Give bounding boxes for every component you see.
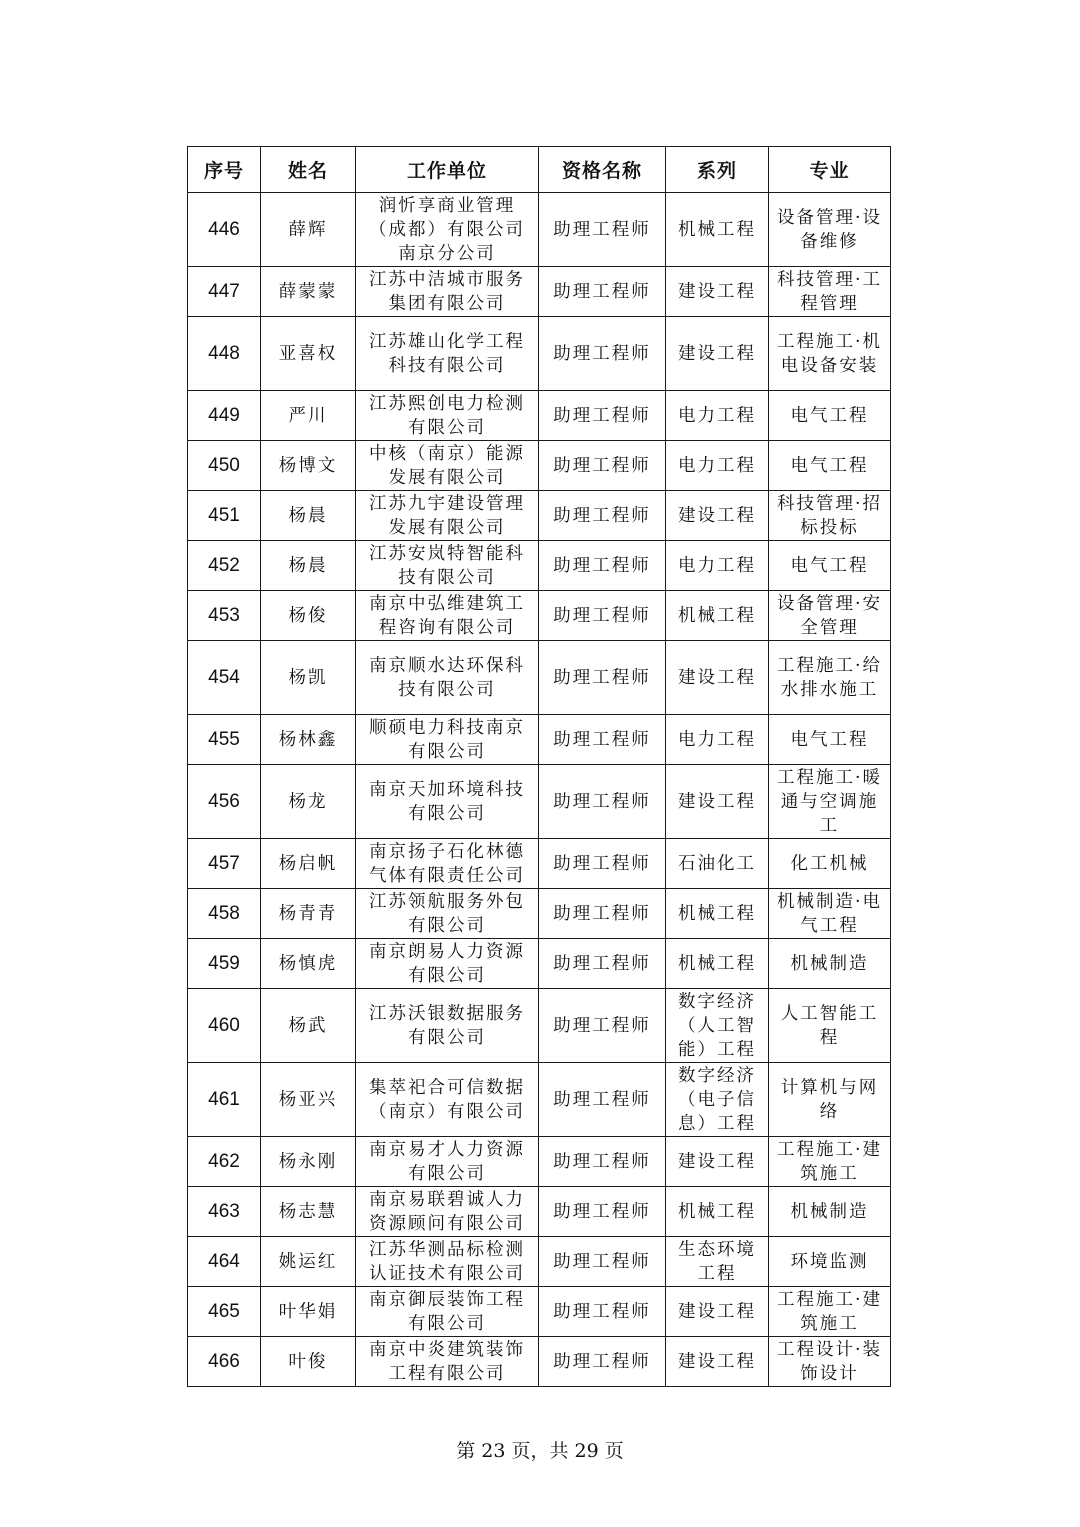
header-specialty: 专业 <box>769 147 891 193</box>
cell-employer: 润忻享商业管理（成都）有限公司南京分公司 <box>356 193 539 267</box>
cell-qualification: 助理工程师 <box>539 989 666 1063</box>
cell-seq: 451 <box>188 491 261 541</box>
cell-series: 建设工程 <box>666 765 769 839</box>
cell-seq: 446 <box>188 193 261 267</box>
table-row <box>188 989 891 1063</box>
cell-qualification: 助理工程师 <box>539 839 666 889</box>
cell-employer: 江苏安岚特智能科技有限公司 <box>356 541 539 591</box>
cell-name: 严川 <box>261 391 356 441</box>
cell-series: 建设工程 <box>666 1137 769 1187</box>
cell-seq: 459 <box>188 939 261 989</box>
cell-series: 机械工程 <box>666 193 769 267</box>
cell-qualification: 助理工程师 <box>539 193 666 267</box>
cell-seq: 449 <box>188 391 261 441</box>
cell-series: 建设工程 <box>666 267 769 317</box>
table-row <box>188 641 891 715</box>
cell-qualification: 助理工程师 <box>539 641 666 715</box>
cell-qualification: 助理工程师 <box>539 317 666 391</box>
cell-specialty: 工程施工·给水排水施工 <box>769 641 891 715</box>
cell-specialty: 化工机械 <box>769 839 891 889</box>
cell-name: 杨龙 <box>261 765 356 839</box>
cell-name: 薛蒙蒙 <box>261 267 356 317</box>
cell-qualification: 助理工程师 <box>539 491 666 541</box>
page-footer: 第 23 页，共 29 页 <box>456 1440 624 1462</box>
cell-name: 杨青青 <box>261 889 356 939</box>
cell-specialty: 机械制造·电气工程 <box>769 889 891 939</box>
cell-employer: 南京中炎建筑装饰工程有限公司 <box>356 1337 539 1387</box>
table-row <box>188 491 891 541</box>
cell-specialty: 科技管理·工程管理 <box>769 267 891 317</box>
cell-name: 杨林鑫 <box>261 715 356 765</box>
table-row <box>188 391 891 441</box>
cell-qualification: 助理工程师 <box>539 1287 666 1337</box>
table-row <box>188 889 891 939</box>
table-row <box>188 193 891 267</box>
cell-series: 建设工程 <box>666 1337 769 1387</box>
cell-series: 电力工程 <box>666 715 769 765</box>
cell-seq: 455 <box>188 715 261 765</box>
cell-qualification: 助理工程师 <box>539 889 666 939</box>
cell-name: 杨亚兴 <box>261 1063 356 1137</box>
cell-specialty: 工程设计·装饰设计 <box>769 1337 891 1387</box>
cell-employer: 南京御辰装饰工程有限公司 <box>356 1287 539 1337</box>
cell-seq: 463 <box>188 1187 261 1237</box>
cell-specialty: 计算机与网络 <box>769 1063 891 1137</box>
cell-seq: 465 <box>188 1287 261 1337</box>
cell-name: 叶俊 <box>261 1337 356 1387</box>
cell-seq: 460 <box>188 989 261 1063</box>
cell-seq: 462 <box>188 1137 261 1187</box>
cell-name: 杨武 <box>261 989 356 1063</box>
cell-series: 建设工程 <box>666 317 769 391</box>
header-employer: 工作单位 <box>356 147 539 193</box>
cell-series: 机械工程 <box>666 591 769 641</box>
cell-seq: 464 <box>188 1237 261 1287</box>
cell-series: 电力工程 <box>666 441 769 491</box>
table-row <box>188 939 891 989</box>
cell-qualification: 助理工程师 <box>539 441 666 491</box>
cell-qualification: 助理工程师 <box>539 939 666 989</box>
cell-specialty: 工程施工·建筑施工 <box>769 1137 891 1187</box>
table-row <box>188 317 891 391</box>
cell-name: 姚运红 <box>261 1237 356 1287</box>
personnel-table <box>187 146 891 1387</box>
table-row <box>188 1337 891 1387</box>
cell-series: 建设工程 <box>666 1287 769 1337</box>
cell-employer: 江苏熙创电力检测有限公司 <box>356 391 539 441</box>
cell-series: 电力工程 <box>666 391 769 441</box>
cell-specialty: 机械制造 <box>769 1187 891 1237</box>
cell-name: 杨启帆 <box>261 839 356 889</box>
cell-series: 建设工程 <box>666 491 769 541</box>
cell-specialty: 电气工程 <box>769 441 891 491</box>
cell-series: 机械工程 <box>666 939 769 989</box>
cell-employer: 南京易联碧诚人力资源顾问有限公司 <box>356 1187 539 1237</box>
header-qualification: 资格名称 <box>539 147 666 193</box>
cell-qualification: 助理工程师 <box>539 765 666 839</box>
cell-employer: 江苏雄山化学工程科技有限公司 <box>356 317 539 391</box>
cell-name: 杨慎虎 <box>261 939 356 989</box>
cell-seq: 454 <box>188 641 261 715</box>
cell-seq: 447 <box>188 267 261 317</box>
cell-employer: 南京天加环境科技有限公司 <box>356 765 539 839</box>
header-series: 系列 <box>666 147 769 193</box>
cell-seq: 453 <box>188 591 261 641</box>
cell-name: 杨晨 <box>261 541 356 591</box>
cell-employer: 江苏沃银数据服务有限公司 <box>356 989 539 1063</box>
cell-name: 杨凯 <box>261 641 356 715</box>
cell-series: 电力工程 <box>666 541 769 591</box>
table-row <box>188 541 891 591</box>
cell-seq: 448 <box>188 317 261 391</box>
cell-series: 数字经济（人工智能）工程 <box>666 989 769 1063</box>
cell-employer: 江苏九宇建设管理发展有限公司 <box>356 491 539 541</box>
cell-employer: 顺硕电力科技南京有限公司 <box>356 715 539 765</box>
cell-series: 机械工程 <box>666 1187 769 1237</box>
cell-name: 亚喜权 <box>261 317 356 391</box>
cell-employer: 江苏华测品标检测认证技术有限公司 <box>356 1237 539 1287</box>
cell-qualification: 助理工程师 <box>539 1337 666 1387</box>
cell-seq: 452 <box>188 541 261 591</box>
cell-employer: 集萃祀合可信数据（南京）有限公司 <box>356 1063 539 1137</box>
table-row <box>188 1287 891 1337</box>
cell-specialty: 工程施工·机电设备安装 <box>769 317 891 391</box>
table-row <box>188 1187 891 1237</box>
cell-specialty: 电气工程 <box>769 541 891 591</box>
table-row <box>188 441 891 491</box>
cell-specialty: 环境监测 <box>769 1237 891 1287</box>
table-row <box>188 839 891 889</box>
cell-qualification: 助理工程师 <box>539 541 666 591</box>
cell-employer: 南京扬子石化林德气体有限责任公司 <box>356 839 539 889</box>
table-row <box>188 1063 891 1137</box>
cell-specialty: 电气工程 <box>769 391 891 441</box>
cell-specialty: 电气工程 <box>769 715 891 765</box>
header-seq: 序号 <box>188 147 261 193</box>
cell-series: 建设工程 <box>666 641 769 715</box>
cell-specialty: 设备管理·设备维修 <box>769 193 891 267</box>
cell-seq: 458 <box>188 889 261 939</box>
cell-specialty: 科技管理·招标投标 <box>769 491 891 541</box>
cell-employer: 南京中弘维建筑工程咨询有限公司 <box>356 591 539 641</box>
cell-employer: 南京易才人力资源有限公司 <box>356 1137 539 1187</box>
cell-qualification: 助理工程师 <box>539 1237 666 1287</box>
cell-qualification: 助理工程师 <box>539 1137 666 1187</box>
cell-name: 叶华娟 <box>261 1287 356 1337</box>
cell-seq: 466 <box>188 1337 261 1387</box>
cell-name: 杨永刚 <box>261 1137 356 1187</box>
cell-specialty: 人工智能工程 <box>769 989 891 1063</box>
cell-qualification: 助理工程师 <box>539 267 666 317</box>
cell-seq: 456 <box>188 765 261 839</box>
table-row <box>188 1137 891 1187</box>
cell-employer: 南京顺水达环保科技有限公司 <box>356 641 539 715</box>
cell-seq: 461 <box>188 1063 261 1137</box>
cell-name: 杨志慧 <box>261 1187 356 1237</box>
cell-specialty: 工程施工·暖通与空调施工 <box>769 765 891 839</box>
cell-name: 杨博文 <box>261 441 356 491</box>
table-row <box>188 715 891 765</box>
cell-seq: 450 <box>188 441 261 491</box>
table-row <box>188 765 891 839</box>
cell-series: 石油化工 <box>666 839 769 889</box>
cell-series: 生态环境工程 <box>666 1237 769 1287</box>
table-row <box>188 1237 891 1287</box>
cell-employer: 南京朗易人力资源有限公司 <box>356 939 539 989</box>
header-name: 姓名 <box>261 147 356 193</box>
table-header-row <box>188 147 891 193</box>
cell-name: 杨俊 <box>261 591 356 641</box>
cell-specialty: 工程施工·建筑施工 <box>769 1287 891 1337</box>
cell-name: 杨晨 <box>261 491 356 541</box>
cell-employer: 江苏中洁城市服务集团有限公司 <box>356 267 539 317</box>
cell-specialty: 设备管理·安全管理 <box>769 591 891 641</box>
cell-employer: 中核（南京）能源发展有限公司 <box>356 441 539 491</box>
cell-name: 薛辉 <box>261 193 356 267</box>
cell-series: 数字经济（电子信息）工程 <box>666 1063 769 1137</box>
cell-series: 机械工程 <box>666 889 769 939</box>
cell-qualification: 助理工程师 <box>539 1187 666 1237</box>
cell-seq: 457 <box>188 839 261 889</box>
cell-employer: 江苏领航服务外包有限公司 <box>356 889 539 939</box>
table-row <box>188 591 891 641</box>
cell-qualification: 助理工程师 <box>539 715 666 765</box>
cell-specialty: 机械制造 <box>769 939 891 989</box>
cell-qualification: 助理工程师 <box>539 1063 666 1137</box>
cell-qualification: 助理工程师 <box>539 391 666 441</box>
table-row <box>188 267 891 317</box>
cell-qualification: 助理工程师 <box>539 591 666 641</box>
